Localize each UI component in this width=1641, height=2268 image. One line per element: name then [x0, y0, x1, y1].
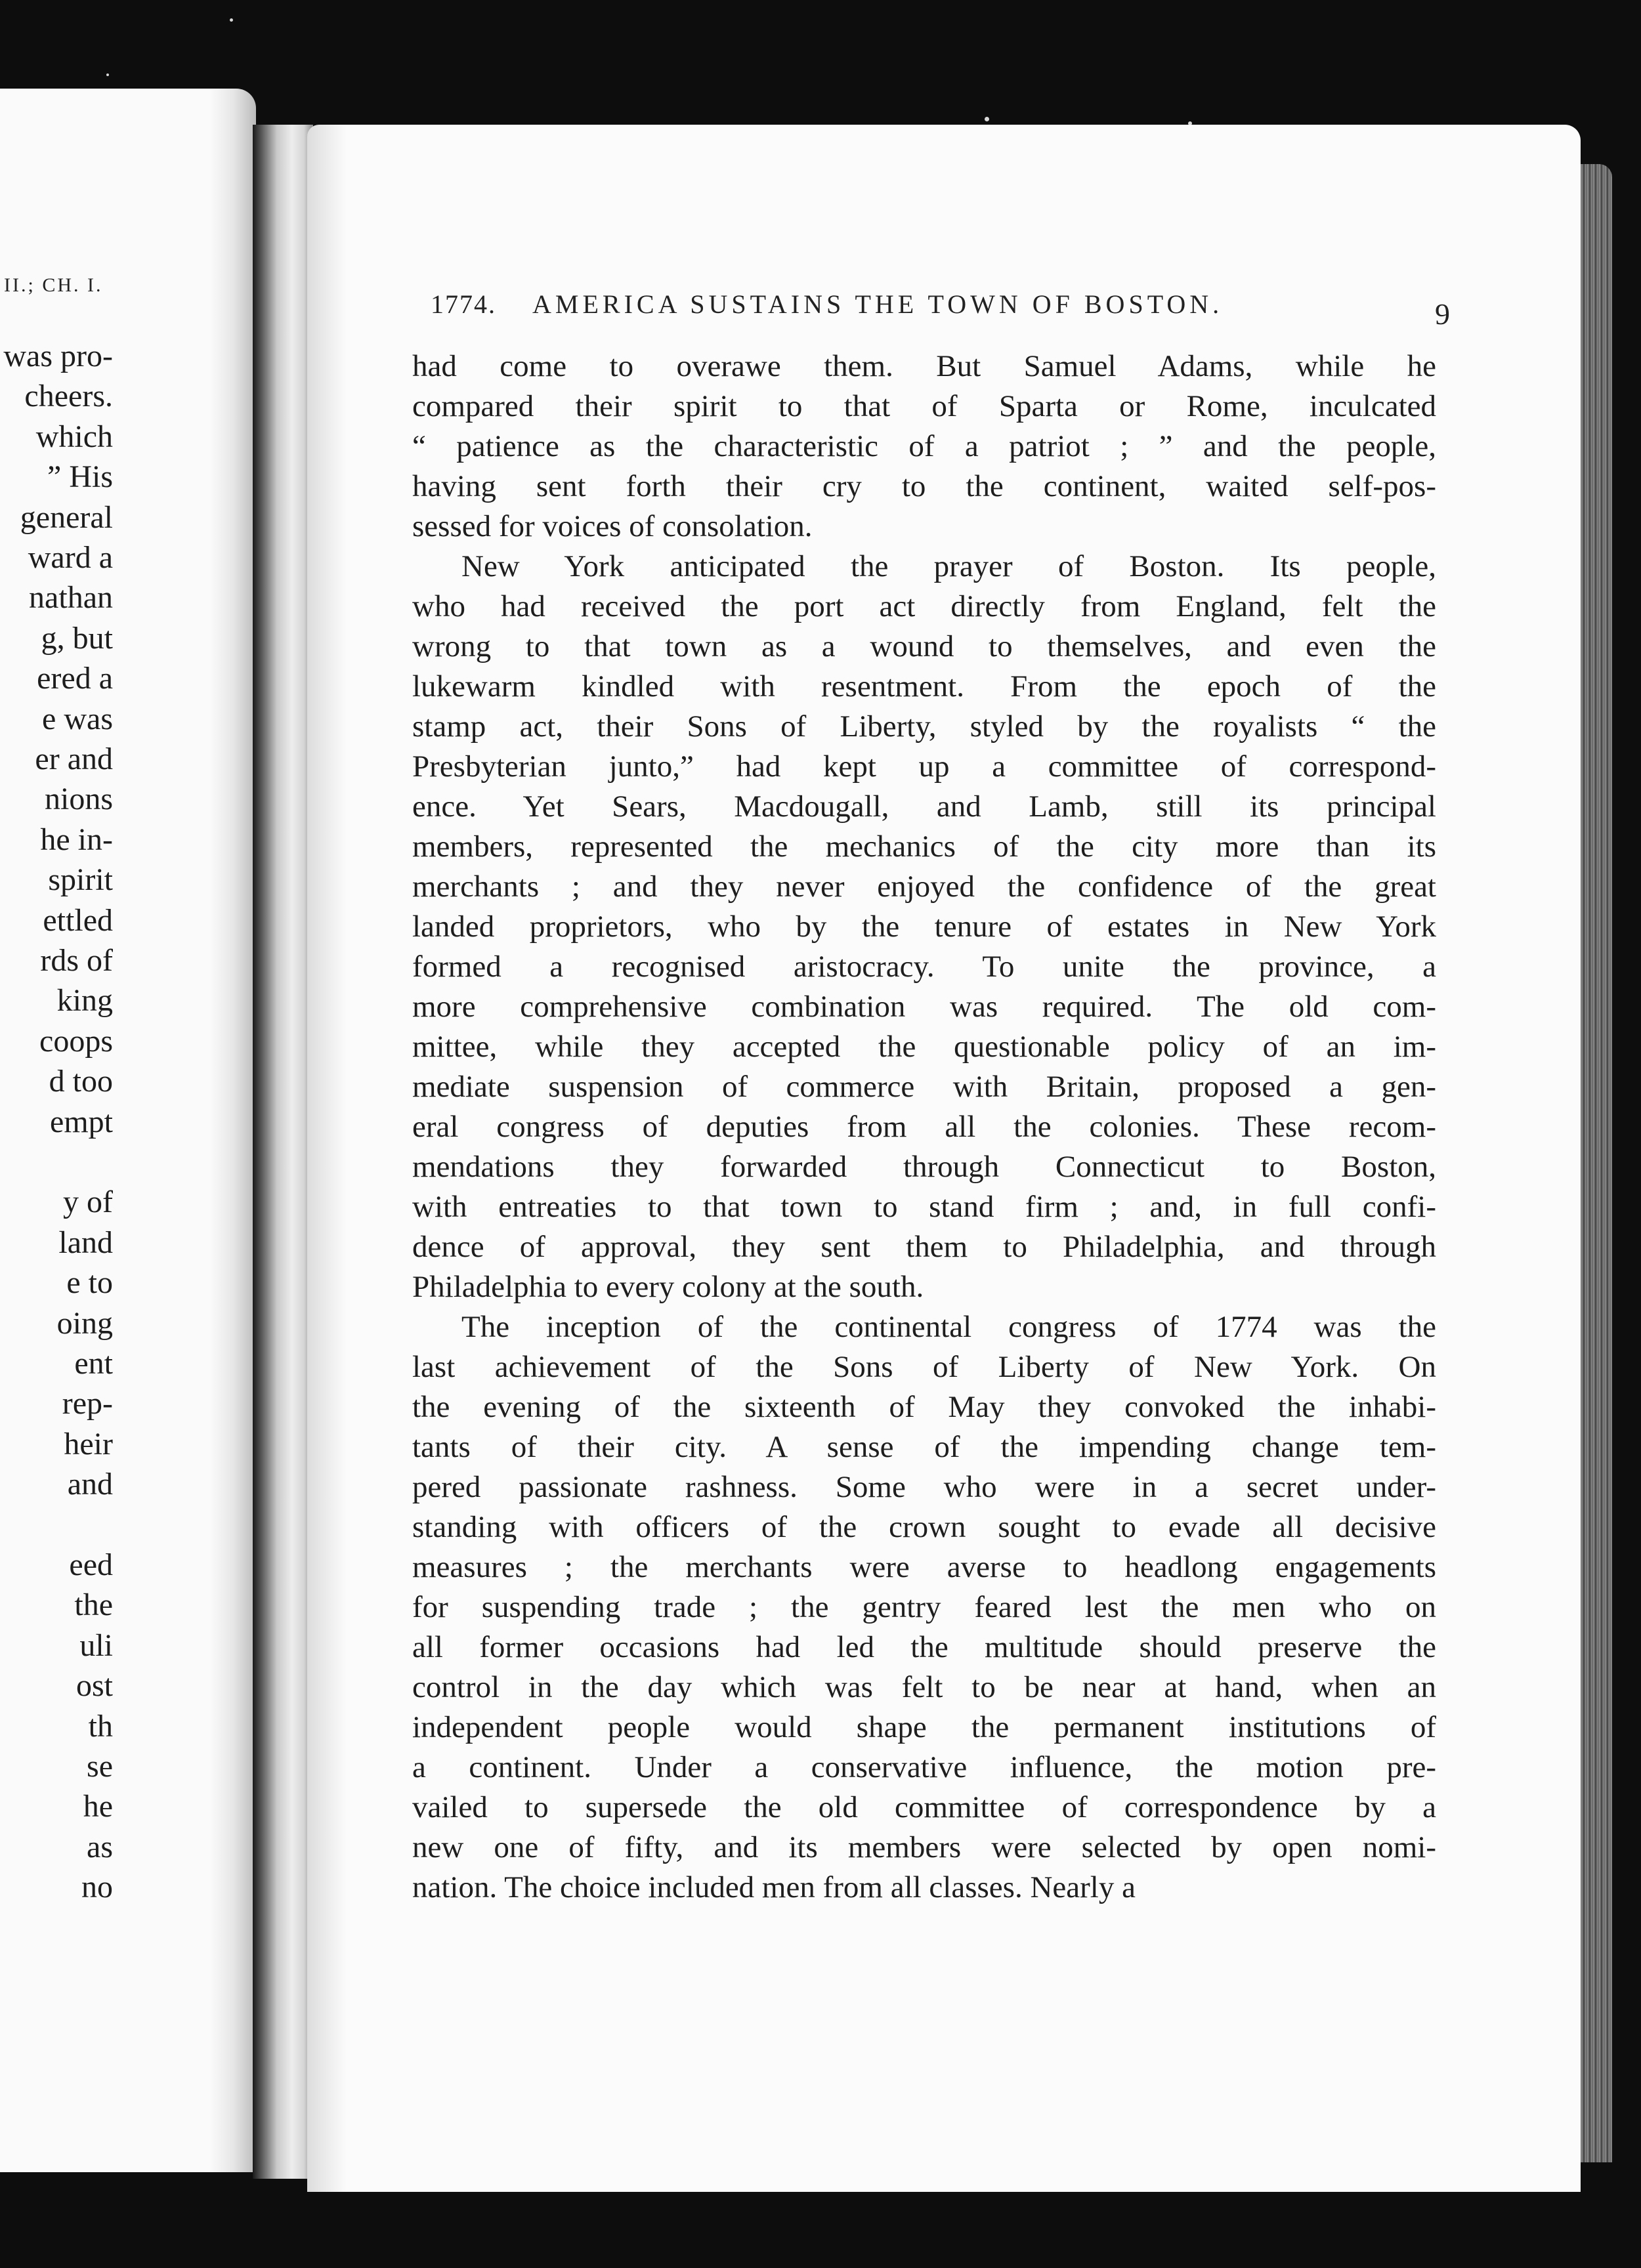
text-line: mediate suspension of commerce with Britain, proposed a gen-	[412, 1070, 1436, 1104]
left-page-line-fragment: king	[56, 983, 113, 1018]
left-page-line-fragment: spirit	[48, 862, 113, 898]
text-line: ence. Yet Sears, Macdougall, and Lamb, still its principal	[412, 789, 1436, 824]
text-line: stamp act, their Sons of Liberty, styled by the royalists “ the	[412, 709, 1436, 744]
text-line: Presbyterian junto,” had kept up a committee of correspond-	[412, 749, 1436, 784]
text-line: sessed for voices of consolation.	[412, 509, 813, 543]
text-line: more comprehensive combination was required. The old com-	[412, 990, 1436, 1024]
text-line: “ patience as the characteristic of a patriot ; ” and the people,	[412, 429, 1436, 463]
left-page-line-fragment: ered a	[37, 661, 113, 696]
text-line: independent people would shape the permanent institutions of	[412, 1710, 1436, 1744]
left-page-gutter-shadow	[210, 89, 256, 2172]
text-line: control in the day which was felt to be near at hand, when an	[412, 1670, 1436, 1704]
left-page-line-fragment: cheers.	[24, 379, 113, 414]
text-line: lukewarm kindled with resentment. From the epoch of the	[412, 669, 1436, 704]
right-page	[307, 125, 1581, 2192]
left-page-line-fragment: er and	[35, 742, 113, 776]
right-page-gutter-shadow	[307, 125, 347, 2192]
text-line: merchants ; and they never enjoyed the confidence of the great	[412, 870, 1436, 904]
left-page-line-fragment: heir	[64, 1426, 113, 1461]
left-page-line-fragment: y of	[63, 1185, 113, 1220]
text-line: The inception of the continental congress of 1774 was the	[461, 1310, 1436, 1344]
text-line: tants of their city. A sense of the impending change tem-	[412, 1430, 1436, 1464]
text-line: had come to overawe them. But Samuel Adams, while he	[412, 349, 1436, 383]
left-page-line-fragment: ward a	[28, 540, 113, 575]
left-page-line-fragment: e to	[66, 1265, 113, 1301]
running-head-title: AMERICA SUSTAINS THE TOWN OF BOSTON.	[532, 289, 1224, 319]
left-page-line-fragment: oing	[56, 1305, 113, 1341]
left-page-line-fragment: ost	[75, 1668, 113, 1704]
left-page-line-fragment: no	[81, 1870, 113, 1905]
text-line: wrong to that town as a wound to themselves, and even the	[412, 629, 1436, 663]
left-page-line-fragment: general	[20, 499, 113, 535]
left-page-line-fragment: he in-	[40, 822, 113, 857]
left-page-line-fragment: ent	[74, 1346, 113, 1381]
left-page-line-fragment: was pro-	[3, 339, 113, 373]
running-head-year: 1774.	[431, 289, 496, 319]
text-line: dence of approval, they sent them to Philadelphia, and through	[412, 1230, 1436, 1264]
left-page-line-fragment: the	[74, 1587, 113, 1623]
running-head	[431, 289, 1461, 331]
scan-speck	[106, 74, 109, 76]
text-line: for suspending trade ; the gentry feared lest the men who on	[412, 1590, 1436, 1624]
left-page-line-fragment: coops	[39, 1023, 113, 1059]
text-line: all former occasions had led the multitude should preserve the	[412, 1630, 1436, 1664]
left-page-line-fragment: nions	[44, 782, 113, 817]
text-line: Philadelphia to every colony at the south.	[412, 1270, 924, 1304]
left-page-line-fragment: d too	[49, 1064, 113, 1099]
left-page-line-fragment: ” His	[47, 459, 113, 495]
left-page-line-fragment: empt	[50, 1104, 113, 1139]
left-running-head: II.; CH. I.	[4, 274, 103, 296]
left-page-line-fragment: eed	[69, 1547, 113, 1582]
text-line: new one of fifty, and its members were selected by open nomi-	[412, 1830, 1436, 1864]
text-line: last achievement of the Sons of Liberty of New York. On	[412, 1350, 1436, 1384]
text-line: a continent. Under a conservative influence, the motion pre-	[412, 1750, 1436, 1784]
text-line: pered passionate rashness. Some who were in a secret under-	[412, 1470, 1436, 1504]
text-line: eral congress of deputies from all the colonies. These recom-	[412, 1110, 1436, 1144]
left-page-line-fragment: and	[67, 1467, 113, 1502]
text-line: measures ; the merchants were averse to headlong engagements	[412, 1550, 1436, 1584]
text-line: formed a recognised aristocracy. To unite the province, a	[412, 950, 1436, 984]
left-page-line-fragment: rep-	[62, 1386, 113, 1421]
left-page-line-fragment: se	[87, 1749, 113, 1784]
text-line: members, represented the mechanics of the city more than its	[412, 830, 1436, 864]
book-binding-gutter	[253, 125, 313, 2179]
text-line: the evening of the sixteenth of May they convoked the inhabi-	[412, 1390, 1436, 1424]
text-line: compared their spirit to that of Sparta or Rome, inculcated	[412, 389, 1436, 423]
left-page-line-fragment: nathan	[29, 580, 113, 616]
left-page-line-fragment: he	[83, 1789, 113, 1824]
left-page-line-fragment: uli	[79, 1628, 113, 1663]
left-page	[0, 89, 256, 2172]
text-line: with entreaties to that town to stand firm ; and, in full confi-	[412, 1190, 1436, 1224]
text-line: standing with officers of the crown sought to evade all decisive	[412, 1510, 1436, 1544]
left-page-line-fragment: th	[88, 1708, 113, 1744]
text-line: vailed to supersede the old committee of correspondence by a	[412, 1790, 1436, 1824]
text-line: nation. The choice included men from all classes. Nearly a	[412, 1870, 1136, 1904]
text-line: who had received the port act directly from England, felt the	[412, 589, 1436, 623]
text-line: New York anticipated the prayer of Boston. Its people,	[461, 549, 1436, 583]
page-number: 9	[1435, 297, 1450, 331]
scan-speck	[230, 18, 233, 22]
left-page-line-fragment: ettled	[43, 902, 113, 938]
left-page-line-fragment: e was	[42, 701, 113, 736]
left-page-line-fragment: rds of	[40, 943, 113, 978]
text-line: mittee, while they accepted the questionable policy of an im-	[412, 1030, 1436, 1064]
page-body-text	[412, 346, 1436, 1908]
text-line: landed proprietors, who by the tenure of estates in New York	[412, 910, 1436, 944]
left-page-line-fragment: which	[35, 419, 113, 454]
left-page-line-fragment: as	[87, 1829, 113, 1864]
text-line: having sent forth their cry to the continent, waited self-pos-	[412, 469, 1436, 503]
left-page-line-fragment: land	[58, 1225, 113, 1260]
left-page-line-fragment: g, but	[41, 620, 113, 656]
text-line: mendations they forwarded through Connecticut to Boston,	[412, 1150, 1436, 1184]
scan-speck	[985, 117, 989, 121]
